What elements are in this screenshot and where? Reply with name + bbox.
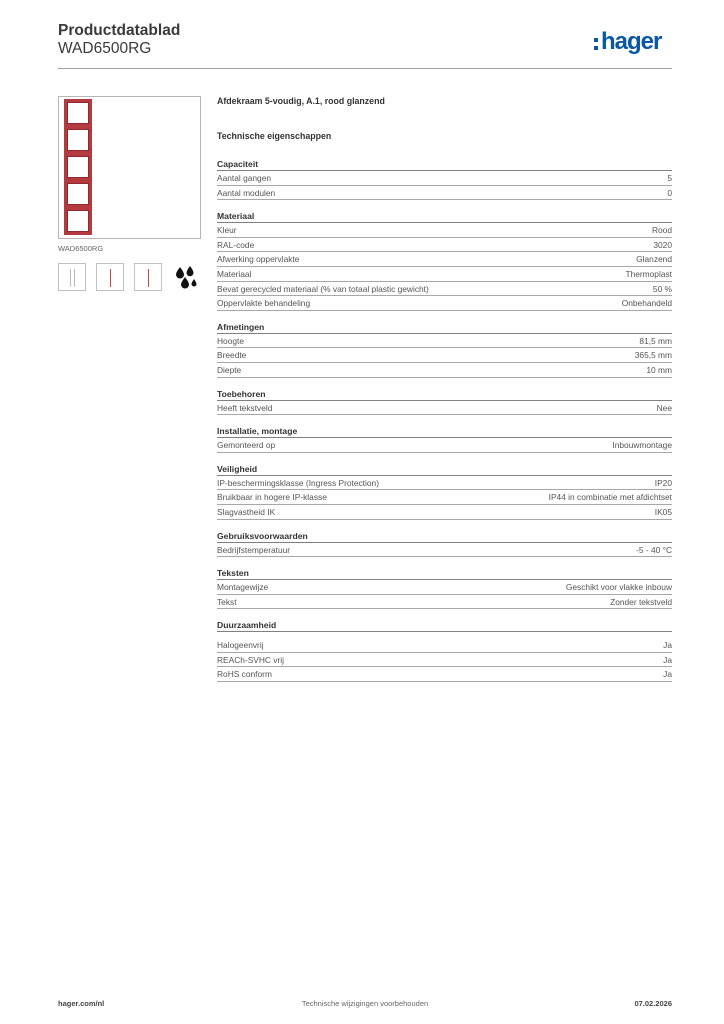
spec-row	[217, 334, 672, 349]
spec-row	[217, 595, 672, 610]
logo-dots-icon	[594, 38, 598, 50]
hager-logo[interactable]	[594, 28, 661, 56]
spec-label: Hoogte	[217, 335, 245, 346]
thumbnail-strip	[58, 263, 200, 291]
spec-label: Bevat gerecycled materiaal (% van totaal plastic gewicht)	[217, 283, 429, 294]
spec-label: Diepte	[217, 364, 242, 375]
spec-label: Bedrijfstemperatuur	[217, 544, 291, 555]
spec-value: Inbouwmontage	[612, 440, 672, 451]
spec-section	[217, 158, 672, 200]
header-divider	[58, 68, 672, 69]
spec-label: REACh-SVHC vrij	[217, 654, 285, 665]
section-title: Materiaal	[217, 210, 672, 223]
section-title: Capaciteit	[217, 158, 672, 171]
spec-section	[217, 425, 672, 453]
spec-value: Nee	[656, 402, 672, 413]
spec-value: IK05	[654, 506, 672, 517]
footer-notice: Technische wijzigingen voorbehouden	[301, 999, 429, 1008]
thumbnail-frame-red[interactable]	[96, 263, 124, 291]
spec-row	[217, 348, 672, 363]
spec-row	[217, 171, 672, 186]
spec-label: Montagewijze	[217, 582, 269, 593]
spec-section	[217, 388, 672, 416]
section-title: Duurzaamheid	[217, 619, 672, 632]
spec-row	[217, 580, 672, 595]
footer-date: 07.02.2026	[634, 999, 672, 1008]
spec-value: IP20	[654, 477, 672, 488]
spec-label: Afwerking oppervlakte	[217, 254, 300, 265]
spec-label: Heeft tekstveld	[217, 402, 273, 413]
spec-row	[217, 667, 672, 682]
spec-label: RoHS conform	[217, 669, 272, 680]
spec-section	[217, 619, 672, 682]
spec-value: Geschikt voor vlakke inbouw	[565, 582, 672, 593]
spec-value: Zonder tekstveld	[610, 596, 672, 607]
spec-row	[217, 267, 672, 282]
spec-row	[217, 476, 672, 491]
spec-value: -5 - 40 °C	[636, 544, 672, 555]
spec-row	[217, 238, 672, 253]
spec-value: 365,5 mm	[634, 350, 672, 361]
spec-value: Rood	[651, 225, 672, 236]
spec-value: Glanzend	[636, 254, 672, 265]
spec-label: Materiaal	[217, 268, 252, 279]
spec-value: 5	[667, 173, 672, 183]
tech-heading: Technische eigenschappen	[217, 131, 332, 141]
spec-row	[217, 638, 672, 653]
spec-value: Onbehandeld	[621, 298, 672, 309]
spec-label: IP-beschermingsklasse (Ingress Protection)	[217, 477, 379, 488]
spec-row	[217, 543, 672, 558]
spec-label: Aantal gangen	[217, 173, 272, 183]
spec-row	[217, 401, 672, 416]
spec-row	[217, 653, 672, 668]
spec-value: 50 %	[652, 283, 672, 294]
spec-sections	[217, 158, 672, 682]
spec-row	[217, 505, 672, 520]
spec-content	[217, 96, 672, 682]
section-title: Toebehoren	[217, 388, 672, 401]
spec-value: Ja	[663, 640, 672, 651]
spec-row	[217, 252, 672, 267]
spec-label: Tekst	[217, 596, 237, 607]
spec-section	[217, 321, 672, 378]
product-description: Afdekraam 5-voudig, A.1, rood glanzend	[217, 96, 385, 106]
spec-section	[217, 210, 672, 311]
spec-label: Oppervlakte behandeling	[217, 298, 311, 309]
spec-value: Thermoplast	[625, 268, 672, 279]
spec-label: Slagvastheid IK	[217, 506, 276, 517]
spec-label: Bruikbaar in hogere IP-klasse	[217, 492, 327, 503]
spec-row	[217, 438, 672, 453]
spec-value: IP44 in combinatie met afdichtset	[548, 492, 672, 503]
cover-frame-picture	[64, 99, 92, 235]
spec-label: Aantal modulen	[217, 187, 276, 198]
spec-value: Ja	[663, 654, 672, 665]
spec-section	[217, 463, 672, 520]
product-image-label: WAD6500RG	[58, 244, 104, 253]
thumbnail-frame-grey[interactable]	[58, 263, 86, 291]
spec-label: Gemonteerd op	[217, 440, 276, 451]
spec-section	[217, 530, 672, 558]
page-title: Productdatablad	[58, 22, 181, 39]
droplets-icon[interactable]	[172, 263, 200, 291]
logo-text: hager	[601, 28, 662, 55]
section-title: Afmetingen	[217, 321, 672, 334]
spec-row	[217, 363, 672, 378]
spec-row	[217, 490, 672, 505]
spec-row	[217, 186, 672, 201]
footer-website-link[interactable]: hager.com/nl	[58, 999, 105, 1008]
section-title: Gebruiksvoorwaarden	[217, 530, 672, 543]
product-image[interactable]	[58, 96, 201, 239]
spec-value: 81,5 mm	[639, 335, 672, 346]
spec-value: Ja	[663, 669, 672, 680]
section-title: Veiligheid	[217, 463, 672, 476]
spec-value: 10 mm	[646, 364, 672, 375]
spec-row	[217, 282, 672, 297]
spec-label: RAL-code	[217, 239, 255, 250]
section-title: Installatie, montage	[217, 425, 672, 438]
spec-section	[217, 567, 672, 609]
product-code: WAD6500RG	[58, 40, 152, 57]
spec-value: 3020	[653, 239, 672, 250]
spec-value: 0	[667, 187, 672, 198]
section-title: Teksten	[217, 567, 672, 580]
spec-label: Breedte	[217, 350, 247, 361]
spec-label: Kleur	[217, 225, 237, 236]
spec-row	[217, 223, 672, 238]
spec-row	[217, 296, 672, 311]
spec-label: Halogeenvrij	[217, 640, 264, 651]
thumbnail-frame-side[interactable]	[134, 263, 162, 291]
